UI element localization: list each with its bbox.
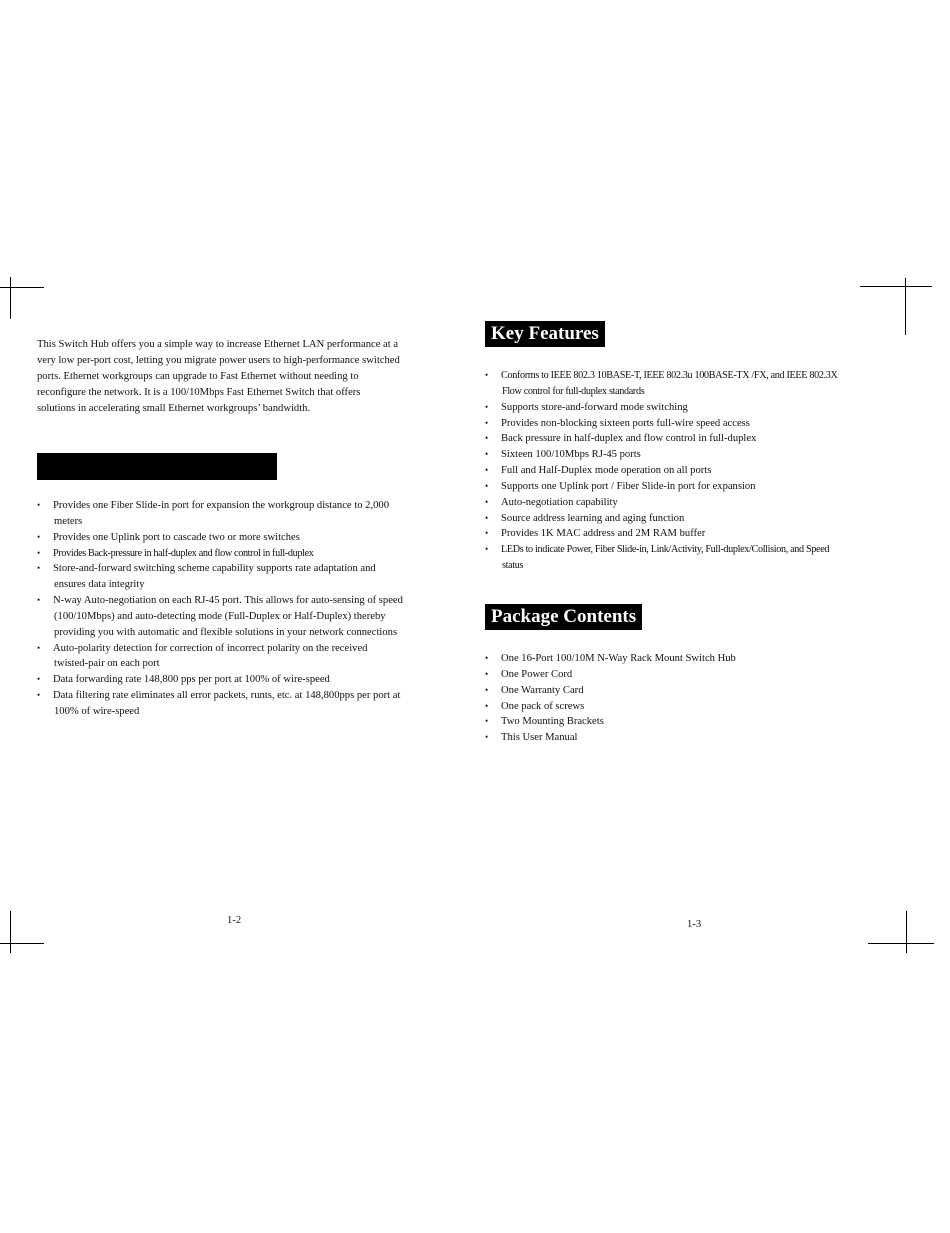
list-item-text: Provides 1K MAC address and 2M RAM buffer [501, 528, 706, 540]
list-item [37, 641, 403, 673]
list-item-continuation: meters [54, 515, 83, 527]
list-item [485, 526, 838, 542]
list-item-text: Data forwarding rate 148,800 pps per port at 100% of wire-speed [53, 674, 330, 686]
bullet-icon: • [485, 528, 489, 539]
crop-mark-bottom-left-horizontal [0, 943, 44, 944]
bullet-icon: • [37, 690, 41, 701]
list-item [37, 672, 403, 688]
crop-mark-top-left-horizontal [0, 287, 44, 288]
list-item [37, 530, 403, 546]
bullet-icon: • [37, 595, 41, 606]
bullet-icon: • [37, 500, 41, 510]
list-item-text: Auto-polarity detection for correction of incorrect polarity on the received [53, 642, 368, 654]
list-item-text: One Warranty Card [501, 684, 584, 696]
page-number-right: 1-3 [687, 919, 702, 930]
list-item [485, 368, 838, 400]
list-item-text: Sixteen 100/10Mbps RJ-45 ports [501, 449, 641, 461]
list-item-continuation: (100/10Mbps) and auto-detecting mode (Full-Duplex or Half-Duplex) thereby [54, 610, 386, 622]
list-item-text: Full and Half-Duplex mode operation on all ports [501, 465, 712, 477]
bullet-icon: • [485, 370, 489, 380]
list-item [485, 730, 736, 746]
list-item [485, 431, 838, 447]
list-item-text: Provides one Fiber Slide-in port for expansion the workgroup distance to 2,000 [53, 500, 389, 511]
list-item [485, 651, 736, 667]
key-features-list [485, 368, 838, 574]
intro-line: This Switch Hub offers you a simple way to increase Ethernet LAN performance at a [37, 339, 399, 350]
intro-line: ports. Ethernet workgroups can upgrade to Fast Ethernet without needing to [37, 370, 359, 382]
intro-line: very low per-port cost, letting you migrate power users to high-performance switched [37, 354, 400, 366]
bullet-icon: • [485, 684, 489, 695]
list-item-text: One Power Cord [501, 668, 573, 680]
list-item [485, 667, 736, 683]
list-item-text: Supports store-and-forward mode switching [501, 401, 688, 413]
package-contents-heading: Package Contents [485, 604, 642, 630]
list-item [485, 495, 838, 511]
list-item-text: Two Mounting Brackets [501, 716, 604, 728]
list-item [485, 416, 838, 432]
crop-mark-bottom-right-horizontal [868, 943, 934, 944]
crop-mark-bottom-right-vertical [906, 911, 907, 953]
list-item-text: Back pressure in half-duplex and flow control in full-duplex [501, 433, 757, 445]
list-item [37, 546, 403, 562]
bullet-icon: • [37, 531, 41, 542]
list-item-text: One 16-Port 100/10M N-Way Rack Mount Switch Hub [501, 653, 736, 664]
key-features-heading: Key Features [485, 321, 605, 347]
list-item [485, 511, 838, 527]
bullet-icon: • [485, 496, 489, 507]
list-item-text: Conforms to IEEE 802.3 10BASE-T, IEEE 802.3u 100BASE-TX /FX, and IEEE 802.3X [501, 370, 838, 381]
list-item [485, 714, 736, 730]
bullet-icon: • [485, 449, 489, 460]
list-item [485, 463, 838, 479]
crop-mark-bottom-left-vertical [10, 911, 11, 953]
crop-mark-top-left-vertical [10, 277, 11, 319]
list-item-continuation: providing you with automatic and flexible solutions in your network connections [54, 626, 398, 638]
list-item [37, 561, 403, 593]
list-item-text: Supports one Uplink port / Fiber Slide-in port for expansion [501, 480, 756, 492]
list-item-text: Data filtering rate eliminates all error packets, runts, etc. at 148,800pps per port at [53, 690, 401, 702]
list-item-text: N-way Auto-negotiation on each RJ-45 port. This allows for auto-sensing of speed [53, 595, 403, 607]
list-item [485, 400, 838, 416]
list-item-text: LEDs to indicate Power, Fiber Slide-in, Link/Activity, Full-duplex/Collision, and Speed [501, 544, 830, 556]
bullet-icon: • [37, 642, 41, 653]
bullet-icon: • [485, 716, 489, 727]
list-item [37, 688, 403, 720]
list-item [37, 593, 403, 641]
list-item-continuation: ensures data integrity [54, 579, 145, 591]
list-item-continuation: status [502, 560, 524, 572]
package-contents-list [485, 651, 736, 746]
bullet-icon: • [485, 700, 489, 711]
crop-mark-top-right-horizontal [860, 286, 932, 287]
bullet-icon: • [485, 732, 489, 743]
list-item-text: Auto-negotiation capability [501, 496, 618, 508]
bullet-icon: • [485, 544, 489, 555]
intro-line: solutions in accelerating small Ethernet workgroups’ bandwidth. [37, 402, 311, 414]
bullet-icon: • [485, 433, 489, 444]
bullet-icon: • [485, 480, 489, 491]
list-item-text: Provides Back-pressure in half-duplex and flow control in full-duplex [53, 547, 314, 559]
bullet-icon: • [485, 401, 489, 412]
bullet-icon: • [485, 465, 489, 476]
list-item-text: This User Manual [501, 732, 578, 744]
list-item [485, 447, 838, 463]
page-number-left: 1-2 [227, 915, 242, 926]
bullet-icon: • [37, 674, 41, 685]
list-item [485, 479, 838, 495]
bullet-icon: • [485, 417, 489, 428]
list-item-text: Provides non-blocking sixteen ports full-wire speed access [501, 417, 750, 429]
bullet-icon: • [485, 668, 489, 679]
list-item-continuation: Flow control for full-duplex standards [502, 385, 645, 397]
list-item [37, 498, 403, 530]
intro-paragraph [37, 337, 442, 417]
list-item-text: Provides one Uplink port to cascade two or more switches [53, 531, 300, 543]
list-item-text: Source address learning and aging function [501, 512, 685, 524]
left-feature-list [37, 498, 403, 720]
bullet-icon: • [485, 653, 489, 663]
list-item-continuation: twisted-pair on each port [54, 658, 160, 670]
list-item-continuation: 100% of wire-speed [54, 705, 140, 717]
bullet-icon: • [37, 563, 41, 574]
list-item [485, 542, 838, 574]
bullet-icon: • [37, 547, 41, 558]
section-heading-bar [37, 453, 277, 480]
list-item [485, 683, 736, 699]
bullet-icon: • [485, 512, 489, 523]
list-item [485, 699, 736, 715]
intro-line: reconfigure the network. It is a 100/10Mbps Fast Ethernet Switch that offers [37, 386, 361, 398]
list-item-text: One pack of screws [501, 700, 585, 712]
list-item-text: Store-and-forward switching scheme capability supports rate adaptation and [53, 563, 376, 575]
